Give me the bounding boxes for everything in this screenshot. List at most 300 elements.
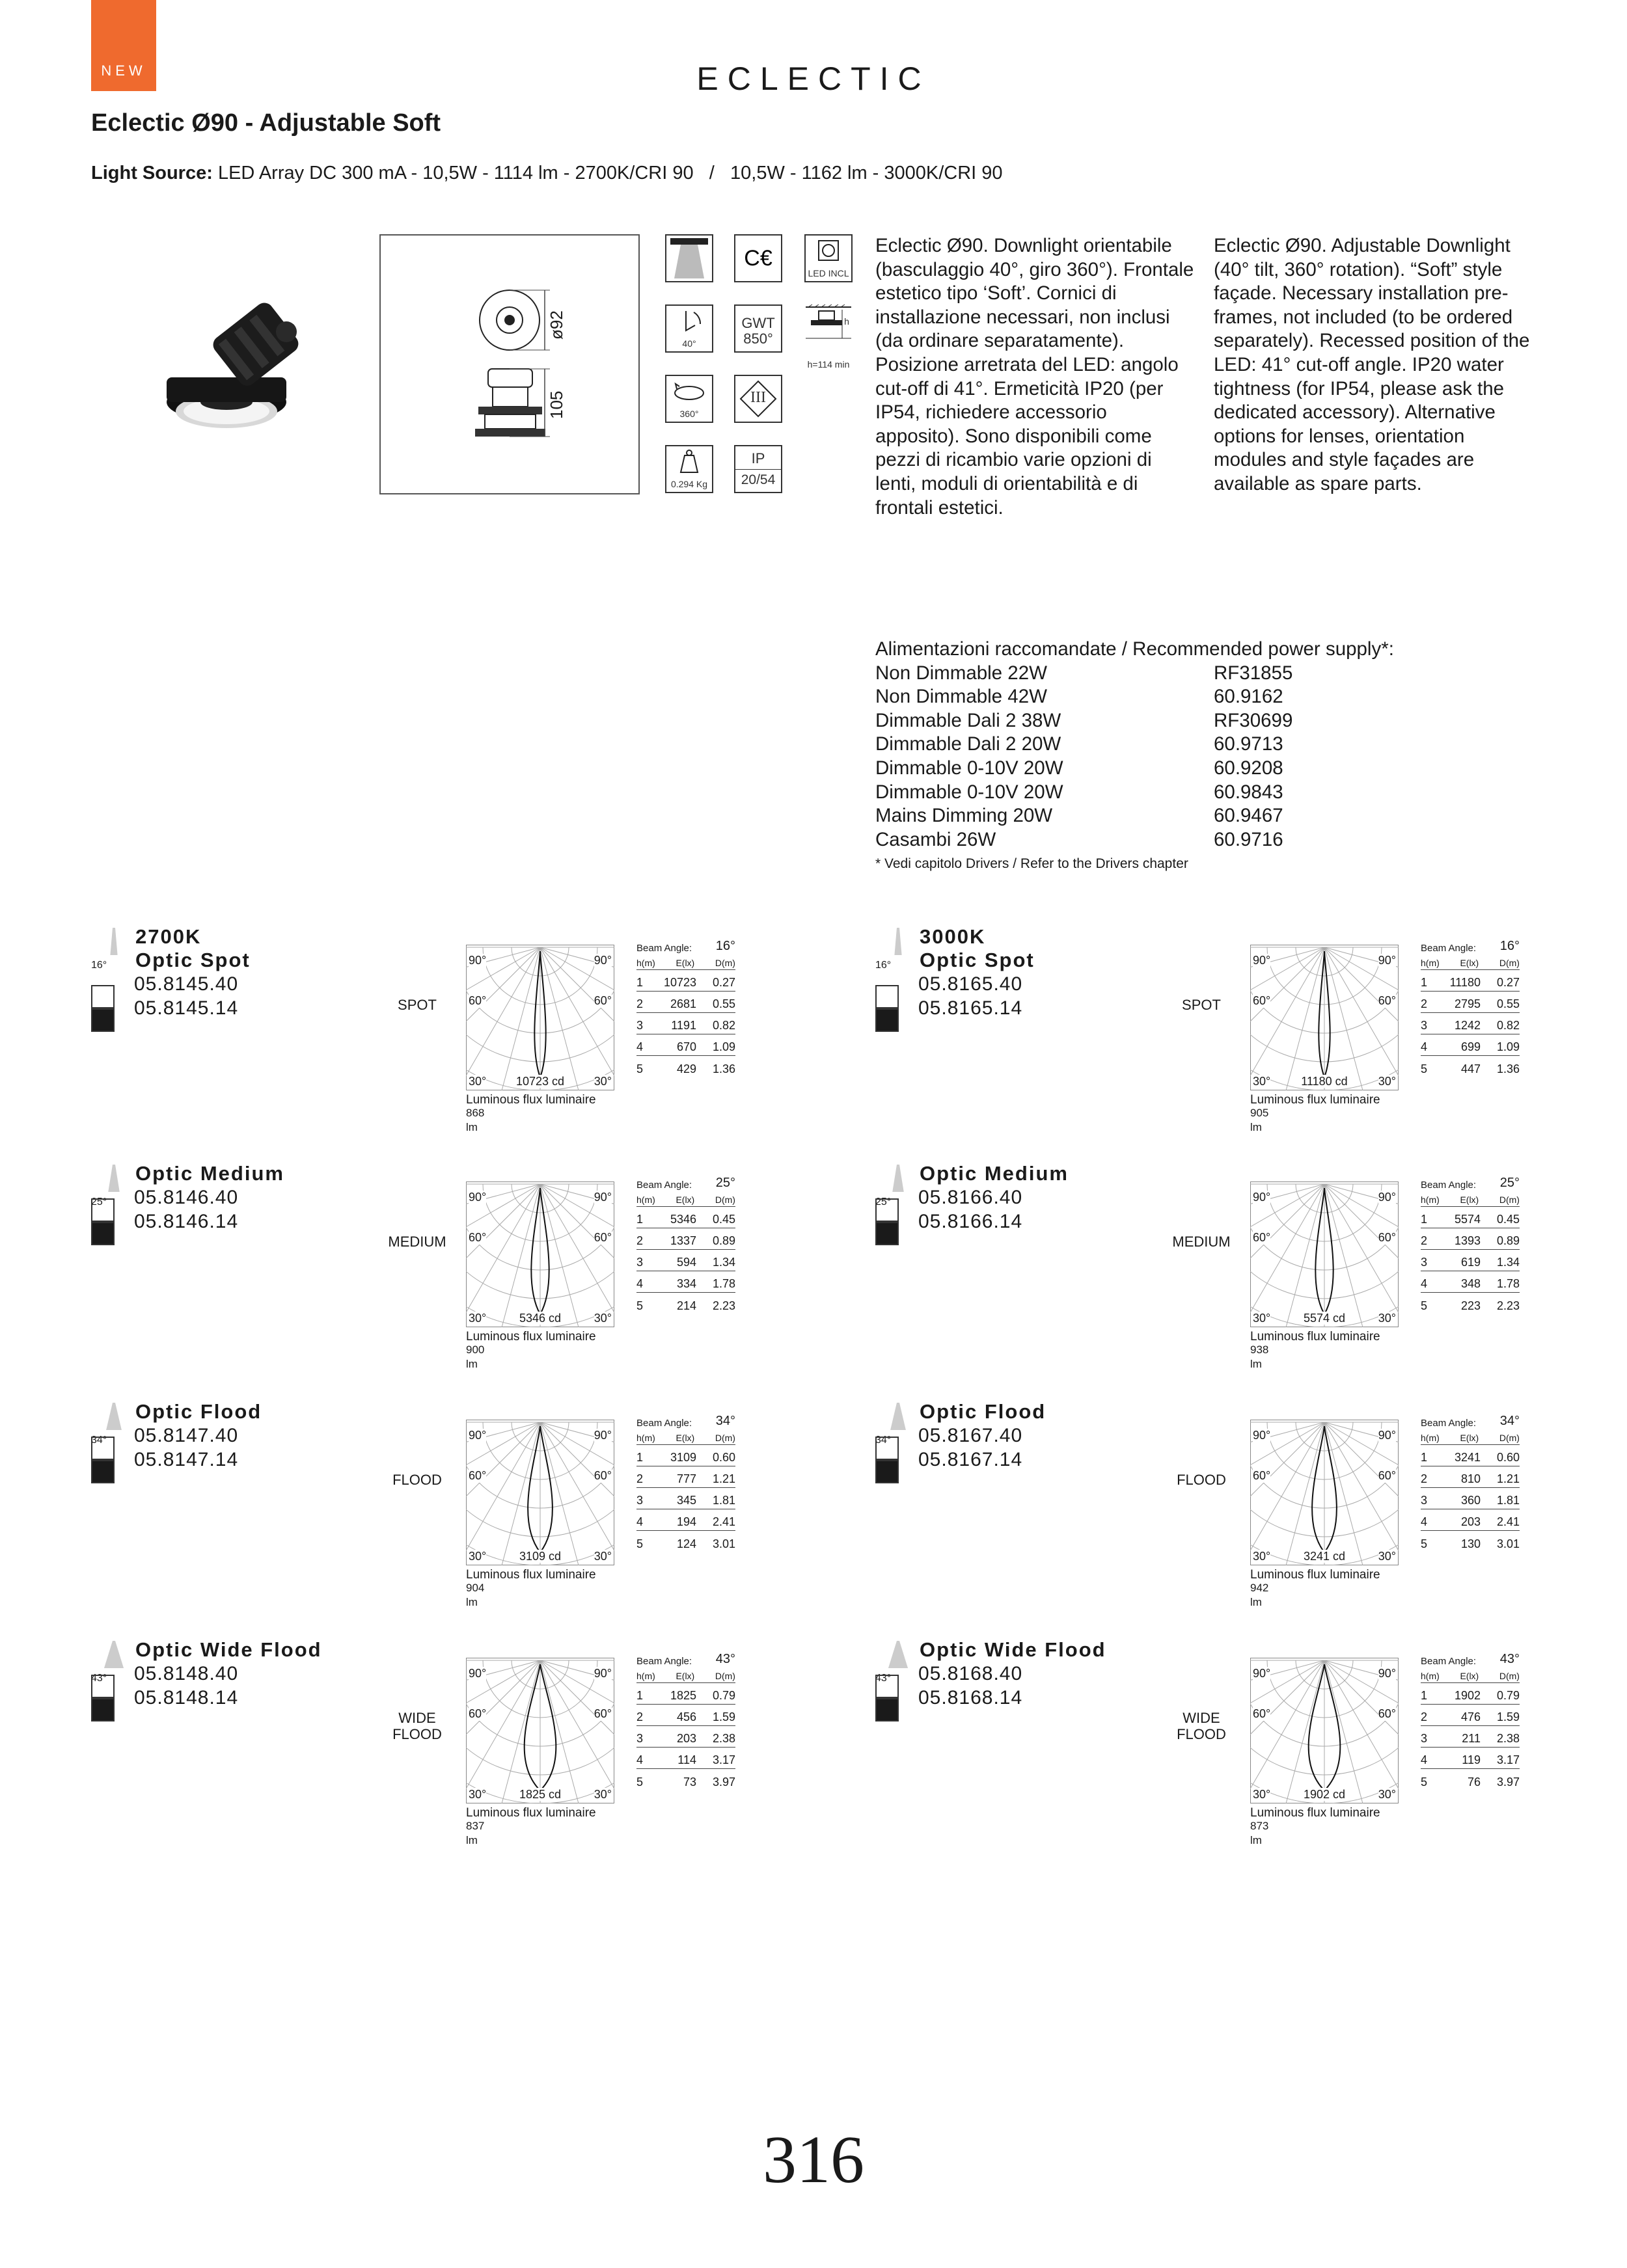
beam-angle-icon-value: 25° bbox=[91, 1196, 107, 1208]
cell-h: 3 bbox=[1421, 1494, 1428, 1507]
cell-d: 1.81 bbox=[712, 1494, 735, 1507]
power-supply-name: Mains Dimming 20W bbox=[875, 805, 1053, 827]
col-h: h(m) bbox=[1421, 1195, 1440, 1205]
cell-h: 4 bbox=[636, 1753, 644, 1766]
table-row bbox=[1421, 1488, 1520, 1509]
cell-d: 3.17 bbox=[712, 1753, 735, 1766]
polar-label-60-left: 60° bbox=[1253, 1231, 1271, 1244]
cell-d: 0.27 bbox=[1496, 976, 1520, 989]
polar-label-60-left: 60° bbox=[1253, 1469, 1271, 1482]
finish-swatch-white bbox=[875, 985, 899, 1008]
peak-intensity bbox=[1250, 1312, 1399, 1325]
cell-h: 2 bbox=[636, 1472, 644, 1485]
luminous-flux-value: 873 lm bbox=[1250, 1820, 1269, 1846]
polar-label-90-right: 90° bbox=[594, 954, 612, 967]
luminous-flux-label: Luminous flux luminaire bbox=[1250, 1568, 1380, 1582]
beam-angle-value: 43° bbox=[715, 1652, 735, 1666]
cell-d: 0.79 bbox=[1496, 1689, 1520, 1702]
cell-h: 4 bbox=[1421, 1753, 1428, 1766]
cell-e: 1825 bbox=[670, 1689, 696, 1702]
cell-d: 1.21 bbox=[712, 1472, 735, 1485]
polar-label-90-left: 90° bbox=[469, 1667, 487, 1680]
beam-type-label: WIDE FLOOD bbox=[1177, 1710, 1226, 1742]
cell-d: 1.21 bbox=[1496, 1472, 1520, 1485]
polar-label-30-right: 30° bbox=[594, 1312, 612, 1325]
table-row bbox=[1421, 1726, 1520, 1748]
luminous-flux-value: 900 lm bbox=[466, 1343, 485, 1370]
cell-d: 0.45 bbox=[712, 1213, 735, 1226]
power-supply-row bbox=[875, 828, 1394, 852]
col-e: E(lx) bbox=[676, 1195, 695, 1205]
luminous-flux-value: 868 lm bbox=[466, 1107, 485, 1133]
product-code-white: 05.8165.40 bbox=[918, 973, 1023, 995]
power-supply-title: Alimentazioni raccomandate / Recommended power supply*: bbox=[875, 638, 1394, 660]
power-supply-name: Dimmable 0-10V 20W bbox=[875, 781, 1063, 803]
power-supply-row bbox=[875, 662, 1394, 686]
col-h: h(m) bbox=[636, 958, 655, 968]
luminous-flux-label: Luminous flux luminaire bbox=[466, 1093, 596, 1107]
beam-angle-label: Beam Angle: bbox=[1421, 1418, 1477, 1429]
polar-label-60-left: 60° bbox=[469, 1469, 487, 1482]
product-code-white: 05.8168.40 bbox=[918, 1663, 1023, 1684]
col-e: E(lx) bbox=[676, 1671, 695, 1681]
cell-d: 2.38 bbox=[1496, 1732, 1520, 1745]
polar-diagram bbox=[466, 945, 614, 1090]
cell-h: 1 bbox=[636, 1213, 644, 1226]
cell-d: 0.27 bbox=[712, 976, 735, 989]
power-supply-code: 60.9716 bbox=[1214, 828, 1283, 850]
cell-d: 1.09 bbox=[1496, 1040, 1520, 1053]
beam-angle-icon-value: 34° bbox=[875, 1435, 892, 1446]
optic-block bbox=[91, 1162, 735, 1370]
product-code-black: 05.8148.14 bbox=[134, 1687, 239, 1708]
polar-label-60-left: 60° bbox=[469, 994, 487, 1007]
optic-block bbox=[91, 1638, 735, 1846]
new-tag-label: NEW bbox=[101, 62, 146, 79]
beam-angle-label: Beam Angle: bbox=[1421, 943, 1477, 954]
rotation-icon bbox=[665, 375, 713, 423]
class-iii-icon bbox=[734, 375, 782, 423]
cell-h: 4 bbox=[636, 1277, 644, 1290]
cell-d: 0.55 bbox=[1496, 997, 1520, 1010]
peak-intensity-value: 5574 cd bbox=[1303, 1312, 1346, 1325]
polar-label-60-left: 60° bbox=[469, 1707, 487, 1720]
cell-d: 3.17 bbox=[1496, 1753, 1520, 1766]
table-row bbox=[1421, 1769, 1520, 1790]
finish-swatch-white bbox=[875, 1675, 899, 1698]
power-supply-row bbox=[875, 685, 1394, 709]
cell-e: 5574 bbox=[1454, 1213, 1481, 1226]
polar-label-90-left: 90° bbox=[1253, 954, 1271, 967]
ce-mark-icon bbox=[734, 234, 782, 282]
cell-d: 1.78 bbox=[1496, 1277, 1520, 1290]
polar-label-90-right: 90° bbox=[594, 1429, 612, 1442]
ip-label: IP bbox=[751, 450, 765, 466]
cell-e: 1242 bbox=[1454, 1019, 1481, 1032]
product-code-white: 05.8148.40 bbox=[134, 1663, 239, 1684]
table-row bbox=[1421, 1271, 1520, 1293]
luminous-flux-label: Luminous flux luminaire bbox=[466, 1568, 596, 1582]
power-supply-name: Non Dimmable 42W bbox=[875, 686, 1047, 708]
cell-d: 0.79 bbox=[712, 1689, 735, 1702]
finish-swatch-black bbox=[91, 1698, 115, 1721]
cell-d: 2.23 bbox=[1496, 1299, 1520, 1312]
polar-label-90-right: 90° bbox=[594, 1191, 612, 1204]
peak-intensity-value: 5346 cd bbox=[519, 1312, 562, 1325]
col-h: h(m) bbox=[1421, 1433, 1440, 1443]
illuminance-table bbox=[1421, 1171, 1520, 1314]
weight-label: 0.294 Kg bbox=[670, 479, 708, 489]
cell-d: 0.45 bbox=[1496, 1213, 1520, 1226]
power-supply-code: 60.9162 bbox=[1214, 686, 1283, 708]
polar-label-30-left: 30° bbox=[469, 1550, 487, 1563]
power-supply-row bbox=[875, 757, 1394, 781]
col-d: D(m) bbox=[715, 958, 735, 968]
beam-type-label: MEDIUM bbox=[1172, 1234, 1231, 1250]
col-d: D(m) bbox=[1499, 1671, 1520, 1681]
ceiling-height-icon bbox=[804, 304, 853, 370]
cell-h: 2 bbox=[1421, 997, 1428, 1010]
col-d: D(m) bbox=[1499, 1195, 1520, 1205]
table-row bbox=[1421, 1228, 1520, 1250]
polar-label-30-right: 30° bbox=[1378, 1312, 1396, 1325]
product-code-white: 05.8145.40 bbox=[134, 973, 239, 995]
cell-h: 1 bbox=[1421, 976, 1428, 989]
col-h: h(m) bbox=[1421, 958, 1440, 968]
table-row bbox=[1421, 1250, 1520, 1271]
power-supply-name: Non Dimmable 22W bbox=[875, 662, 1047, 684]
peak-intensity bbox=[466, 1550, 614, 1563]
power-supply-code: 60.9843 bbox=[1214, 781, 1283, 803]
product-code-black: 05.8146.14 bbox=[134, 1211, 239, 1232]
col-h: h(m) bbox=[636, 1433, 655, 1443]
beam-angle-icon-value: 34° bbox=[91, 1435, 107, 1446]
cell-h: 3 bbox=[1421, 1732, 1428, 1745]
cell-h: 5 bbox=[1421, 1299, 1428, 1312]
beam-angle-icon-value: 43° bbox=[91, 1673, 107, 1684]
polar-label-60-right: 60° bbox=[1378, 1469, 1396, 1482]
cell-e: 348 bbox=[1460, 1277, 1481, 1290]
cell-d: 2.38 bbox=[712, 1732, 735, 1745]
product-code-white: 05.8166.40 bbox=[918, 1187, 1023, 1208]
col-h: h(m) bbox=[636, 1195, 655, 1205]
cell-h: 5 bbox=[1421, 1775, 1428, 1789]
cell-e: 114 bbox=[677, 1753, 696, 1766]
dimension-height: 105 bbox=[547, 390, 566, 419]
polar-diagram bbox=[1250, 1658, 1399, 1803]
cell-h: 2 bbox=[1421, 1710, 1428, 1723]
cell-e: 130 bbox=[1460, 1537, 1481, 1550]
cell-d: 0.60 bbox=[1496, 1451, 1520, 1464]
finish-swatch-white bbox=[91, 1198, 115, 1222]
product-code-black: 05.8165.14 bbox=[918, 997, 1023, 1019]
beam-angle-icon-value: 16° bbox=[91, 960, 107, 971]
cell-e: 456 bbox=[676, 1710, 696, 1723]
table-row bbox=[1421, 1207, 1520, 1228]
peak-intensity-value: 1902 cd bbox=[1303, 1788, 1346, 1801]
cell-d: 1.78 bbox=[712, 1277, 735, 1290]
page-number: 316 bbox=[763, 2122, 864, 2197]
polar-label-30-left: 30° bbox=[469, 1312, 487, 1325]
table-row bbox=[636, 1207, 735, 1228]
rotation-label: 360° bbox=[679, 409, 699, 419]
luminous-flux-value: 837 lm bbox=[466, 1820, 485, 1846]
polar-label-90-left: 90° bbox=[469, 954, 487, 967]
table-row bbox=[636, 1705, 735, 1726]
finish-swatch-black bbox=[91, 1222, 115, 1245]
table-row bbox=[1421, 1056, 1520, 1077]
col-h: h(m) bbox=[1421, 1671, 1440, 1681]
beam-angle-label: Beam Angle: bbox=[636, 1656, 692, 1667]
recessed-icon bbox=[665, 234, 713, 282]
led-included-icon bbox=[804, 234, 853, 282]
cell-e: 619 bbox=[1460, 1256, 1481, 1269]
illuminance-table bbox=[1421, 934, 1520, 1077]
power-supply-name: Casambi 26W bbox=[875, 828, 996, 850]
cell-h: 5 bbox=[1421, 1537, 1428, 1550]
cell-d: 2.41 bbox=[1496, 1515, 1520, 1528]
table-row bbox=[1421, 1293, 1520, 1314]
peak-intensity bbox=[1250, 1075, 1399, 1088]
cell-e: 203 bbox=[676, 1732, 696, 1745]
beam-angle-label: Beam Angle: bbox=[1421, 1656, 1477, 1667]
peak-intensity bbox=[1250, 1788, 1399, 1802]
cell-e: 194 bbox=[676, 1515, 696, 1528]
finish-swatch-black bbox=[875, 1460, 899, 1483]
col-e: E(lx) bbox=[1460, 958, 1479, 968]
polar-diagram bbox=[1250, 1181, 1399, 1327]
col-d: D(m) bbox=[1499, 1433, 1520, 1443]
beam-angle-label: Beam Angle: bbox=[1421, 1180, 1477, 1191]
beam-angle-value: 34° bbox=[1499, 1414, 1520, 1428]
table-row bbox=[1421, 1445, 1520, 1466]
finish-swatch-black bbox=[91, 1460, 115, 1483]
power-supply-row bbox=[875, 709, 1394, 733]
luminous-flux-value: 904 lm bbox=[466, 1582, 485, 1608]
peak-intensity-value: 1825 cd bbox=[519, 1788, 562, 1801]
peak-intensity bbox=[466, 1788, 614, 1802]
luminous-flux-value: 905 lm bbox=[1250, 1107, 1269, 1133]
optic-name: Optic Wide Flood bbox=[135, 1638, 322, 1661]
cell-d: 1.34 bbox=[1496, 1256, 1520, 1269]
cell-d: 1.36 bbox=[712, 1062, 735, 1075]
cell-h: 3 bbox=[636, 1256, 644, 1269]
polar-label-60-left: 60° bbox=[469, 1231, 487, 1244]
ceiling-h-letter: h bbox=[844, 316, 849, 327]
col-d: D(m) bbox=[1499, 958, 1520, 968]
cell-d: 3.01 bbox=[1496, 1537, 1520, 1550]
color-temperature-heading: 3000K bbox=[920, 925, 986, 948]
col-h: h(m) bbox=[636, 1671, 655, 1681]
col-e: E(lx) bbox=[676, 958, 695, 968]
polar-label-90-left: 90° bbox=[469, 1191, 487, 1204]
dimension-diameter: ø92 bbox=[547, 310, 566, 340]
table-row bbox=[1421, 1531, 1520, 1552]
cell-e: 345 bbox=[676, 1494, 696, 1507]
polar-label-30-left: 30° bbox=[469, 1075, 487, 1088]
polar-label-90-left: 90° bbox=[469, 1429, 487, 1442]
table-row bbox=[1421, 1748, 1520, 1769]
cell-h: 2 bbox=[636, 997, 644, 1010]
cell-d: 0.60 bbox=[712, 1451, 735, 1464]
beam-type-label: WIDE FLOOD bbox=[392, 1710, 442, 1742]
cell-d: 0.89 bbox=[712, 1234, 735, 1247]
luminous-flux-label: Luminous flux luminaire bbox=[1250, 1093, 1380, 1107]
power-supply-code: 60.9208 bbox=[1214, 757, 1283, 779]
peak-intensity bbox=[466, 1312, 614, 1325]
optic-name: Optic Medium bbox=[920, 1162, 1069, 1185]
polar-label-30-left: 30° bbox=[469, 1788, 487, 1801]
cell-e: 670 bbox=[676, 1040, 696, 1053]
power-supply-row bbox=[875, 733, 1394, 757]
finish-swatch-white bbox=[91, 985, 115, 1008]
cell-h: 4 bbox=[1421, 1277, 1428, 1290]
optic-block bbox=[875, 1400, 1520, 1608]
illuminance-table bbox=[1421, 1409, 1520, 1552]
polar-label-90-right: 90° bbox=[1378, 1429, 1396, 1442]
table-row bbox=[1421, 970, 1520, 992]
table-row bbox=[636, 970, 735, 992]
table-row bbox=[1421, 1013, 1520, 1034]
peak-intensity bbox=[466, 1075, 614, 1088]
cell-d: 0.82 bbox=[1496, 1019, 1520, 1032]
cell-d: 1.09 bbox=[712, 1040, 735, 1053]
cell-e: 124 bbox=[676, 1537, 696, 1550]
polar-diagram bbox=[466, 1658, 614, 1803]
polar-label-60-right: 60° bbox=[594, 1707, 612, 1720]
cell-h: 3 bbox=[1421, 1019, 1428, 1032]
power-supply-list bbox=[875, 638, 1394, 852]
cell-d: 2.41 bbox=[712, 1515, 735, 1528]
table-row bbox=[1421, 992, 1520, 1013]
cell-d: 1.59 bbox=[712, 1710, 735, 1723]
ip-rating-icon bbox=[734, 445, 782, 493]
peak-intensity bbox=[1250, 1550, 1399, 1563]
table-row bbox=[636, 1013, 735, 1034]
table-row bbox=[636, 1769, 735, 1790]
table-row bbox=[636, 1228, 735, 1250]
beam-type-label: SPOT bbox=[398, 997, 437, 1013]
optic-name: Optic Flood bbox=[920, 1400, 1046, 1423]
table-row bbox=[636, 1466, 735, 1488]
cell-e: 2681 bbox=[670, 997, 696, 1010]
cell-d: 1.36 bbox=[1496, 1062, 1520, 1075]
cell-h: 1 bbox=[636, 1451, 644, 1464]
power-supply-code: RF31855 bbox=[1214, 662, 1293, 684]
dimension-drawing bbox=[379, 234, 640, 494]
polar-label-60-right: 60° bbox=[594, 1469, 612, 1482]
light-source-label: Light Source: bbox=[91, 163, 213, 183]
col-e: E(lx) bbox=[1460, 1671, 1479, 1681]
table-row bbox=[636, 1034, 735, 1056]
polar-diagram bbox=[1250, 1420, 1399, 1565]
cell-h: 1 bbox=[1421, 1213, 1428, 1226]
illuminance-table bbox=[636, 1647, 735, 1790]
table-row bbox=[1421, 1705, 1520, 1726]
cell-d: 0.82 bbox=[712, 1019, 735, 1032]
cell-e: 1393 bbox=[1454, 1234, 1481, 1247]
col-d: D(m) bbox=[715, 1195, 735, 1205]
class-iii-label: III bbox=[750, 389, 766, 406]
cell-e: 777 bbox=[676, 1472, 696, 1485]
description-english: Eclectic Ø90. Adjustable Downlight (40° tilt, 360° rotation). “Soft” style façade. Necessary installation pre-frames, not included (to be ordered separately). Recessed position of the LED: 41° cut-off angle. IP20 water tightness (for IP54, please ask the dedicated accessory). Alternative options for lenses, orientation modules and style façades are available as spare parts. bbox=[1214, 235, 1530, 494]
col-e: E(lx) bbox=[676, 1433, 695, 1443]
polar-label-60-left: 60° bbox=[1253, 994, 1271, 1007]
col-d: D(m) bbox=[715, 1671, 735, 1681]
product-code-white: 05.8147.40 bbox=[134, 1425, 239, 1446]
cell-h: 2 bbox=[636, 1710, 644, 1723]
table-row bbox=[636, 992, 735, 1013]
col-e: E(lx) bbox=[1460, 1433, 1479, 1443]
product-code-white: 05.8167.40 bbox=[918, 1425, 1023, 1446]
ip-value: 20/54 bbox=[741, 472, 776, 487]
cell-e: 1191 bbox=[671, 1019, 696, 1032]
cell-e: 360 bbox=[1460, 1494, 1481, 1507]
cell-h: 1 bbox=[636, 976, 644, 989]
cell-h: 1 bbox=[1421, 1689, 1428, 1702]
polar-label-90-right: 90° bbox=[1378, 1191, 1396, 1204]
cell-d: 1.59 bbox=[1496, 1710, 1520, 1723]
finish-swatch-black bbox=[875, 1008, 899, 1032]
cell-d: 0.55 bbox=[712, 997, 735, 1010]
cell-e: 334 bbox=[676, 1277, 696, 1290]
product-code-black: 05.8147.14 bbox=[134, 1449, 239, 1470]
luminous-flux-value: 942 lm bbox=[1250, 1582, 1269, 1608]
peak-intensity-value: 3241 cd bbox=[1303, 1550, 1346, 1563]
polar-label-60-right: 60° bbox=[594, 994, 612, 1007]
table-row bbox=[636, 1726, 735, 1748]
col-d: D(m) bbox=[715, 1433, 735, 1443]
power-supply-row bbox=[875, 804, 1394, 828]
polar-label-30-left: 30° bbox=[1253, 1550, 1271, 1563]
cell-d: 2.23 bbox=[712, 1299, 735, 1312]
power-supply-code: 60.9713 bbox=[1214, 733, 1283, 755]
finish-swatch-white bbox=[875, 1437, 899, 1460]
power-supply-name: Dimmable 0-10V 20W bbox=[875, 757, 1063, 779]
cell-h: 4 bbox=[1421, 1515, 1428, 1528]
cell-h: 5 bbox=[1421, 1062, 1428, 1075]
cell-e: 10723 bbox=[663, 976, 696, 989]
product-code-black: 05.8168.14 bbox=[918, 1687, 1023, 1708]
cell-e: 76 bbox=[1467, 1775, 1481, 1789]
cell-e: 11180 bbox=[1449, 976, 1481, 989]
cell-h: 2 bbox=[1421, 1234, 1428, 1247]
cell-h: 2 bbox=[1421, 1472, 1428, 1485]
table-row bbox=[636, 1250, 735, 1271]
beam-type-label: MEDIUM bbox=[388, 1234, 446, 1250]
power-supply-code: 60.9467 bbox=[1214, 805, 1283, 827]
polar-label-90-right: 90° bbox=[594, 1667, 612, 1680]
table-row bbox=[1421, 1034, 1520, 1056]
beam-angle-value: 25° bbox=[715, 1176, 735, 1190]
luminous-flux-label: Luminous flux luminaire bbox=[1250, 1330, 1380, 1343]
gwt-label: GWT bbox=[741, 315, 775, 331]
polar-label-30-left: 30° bbox=[1253, 1788, 1271, 1801]
finish-swatch-black bbox=[875, 1698, 899, 1721]
cell-e: 214 bbox=[676, 1299, 696, 1312]
luminous-flux-label: Luminous flux luminaire bbox=[1250, 1806, 1380, 1820]
table-row bbox=[1421, 1466, 1520, 1488]
power-supply-note: * Vedi capitolo Drivers / Refer to the Drivers chapter bbox=[875, 856, 1188, 871]
polar-label-60-right: 60° bbox=[594, 1231, 612, 1244]
beam-angle-value: 25° bbox=[1499, 1176, 1520, 1190]
power-supply-code: RF30699 bbox=[1214, 709, 1293, 731]
cell-e: 3241 bbox=[1454, 1451, 1481, 1464]
beam-angle-label: Beam Angle: bbox=[636, 943, 692, 954]
optic-name: Optic Spot bbox=[920, 949, 1035, 971]
peak-intensity-value: 11180 cd bbox=[1301, 1075, 1348, 1088]
finish-swatch-white bbox=[91, 1675, 115, 1698]
